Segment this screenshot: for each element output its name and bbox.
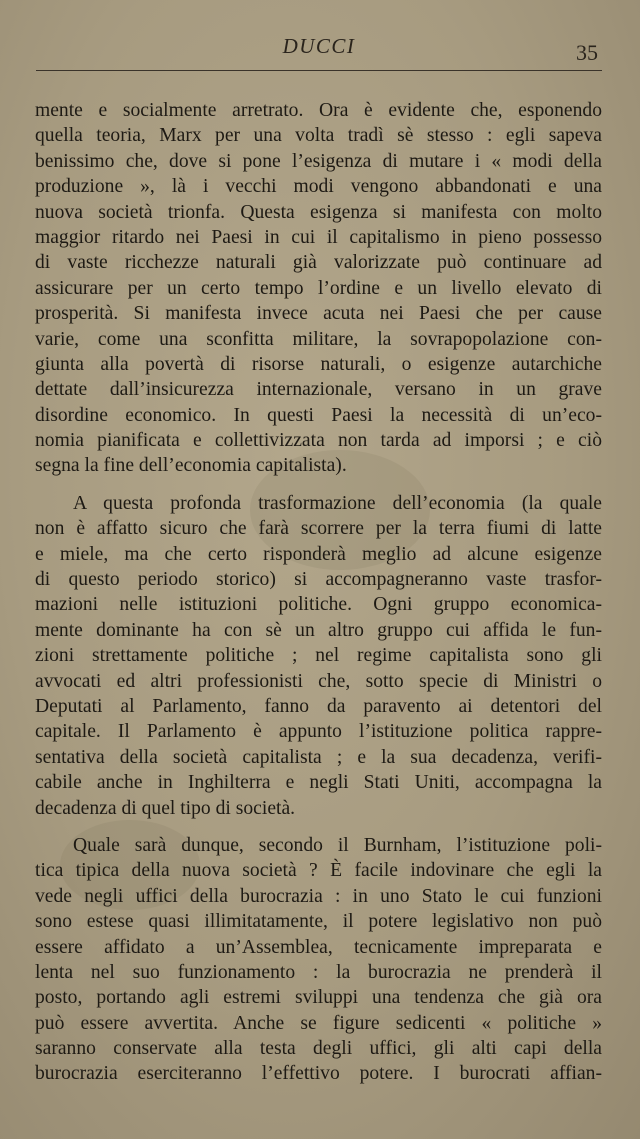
body-text [35,98,602,1087]
text-line: varie, come una sconfitta militare, la sovrapopolazione con- [35,328,602,350]
page-number: 35 [576,40,598,65]
paragraph-gap [35,479,602,491]
text-line: A questa profonda trasformazione dell’economia (la quale [73,492,602,514]
paragraph [35,833,602,1087]
text-line: segna la fine dell’economia capitalista). [35,455,347,477]
text-line: produzione », là i vecchi modi vengono abbandonati e una [35,176,602,198]
text-line: mente e socialmente arretrato. Ora è evidente che, esponendo [35,100,602,121]
text-line: sentativa della società capitalista ; e la sua decadenza, verifi- [35,746,602,768]
text-line: sono estese quasi illimitatamente, il potere legislativo non può [35,911,602,933]
text-line: può essere avvertita. Anche se figure sedicenti « politiche » [35,1012,602,1034]
text-line: zioni strettamente politiche ; nel regime capitalista sono gli [35,645,602,667]
text-line: mente dominante ha con sè un altro gruppo cui affida le fun- [35,619,602,641]
text-line: avvocati ed altri professionisti che, sotto specie di Ministri o [35,670,602,692]
text-line: tica tipica della nuova società ? È facile indovinare che egli la [35,860,602,882]
text-line: posto, portando agli estremi sviluppi una tendenza che già ora [35,987,602,1009]
text-line: di vaste ricchezze naturali già valorizzate può continuare ad [35,252,602,274]
text-line: Deputati al Parlamento, fanno da paravento ai detentori del [35,695,602,717]
text-line: non è affatto sicuro che farà scorrere per la terra fiumi di latte [35,518,602,540]
text-line: maggior ritardo nei Paesi in cui il capitalismo in pieno possesso [35,226,602,248]
text-line: capitale. Il Parlamento è appunto l’istituzione politica rappre- [35,721,602,743]
text-line: lenta nel suo funzionamento : la burocrazia ne prenderà il [35,961,602,983]
text-line: benissimo che, dove si pone l’esigenza di mutare i « modi della [35,150,602,172]
text-line: nomia pianificata e collettivizzata non tarda ad imporsi ; e ciò [35,430,602,452]
text-line: di questo periodo storico) si accompagneranno vaste trasfor- [35,569,602,591]
text-line: prosperità. Si manifesta invece acuta nei Paesi che per cause [35,303,602,325]
text-line: quella teoria, Marx per una volta tradì sè stesso : egli sapeva [35,125,602,147]
text-line: vede negli uffici della burocrazia : in uno Stato le cui funzioni [35,885,602,907]
text-line: Quale sarà dunque, secondo il Burnham, l’istituzione poli- [73,834,602,856]
text-line: cabile anche in Inghilterra e negli Stati Uniti, accompagna la [35,772,602,794]
text-line: disordine economico. In questi Paesi la necessità di un’eco- [35,404,602,426]
text-line: burocrazia eserciteranno l’effettivo potere. I burocrati affian- [35,1063,602,1085]
paragraph [35,491,602,821]
text-line: assicurare per un certo tempo l’ordine e un livello elevato di [35,277,602,299]
text-line: essere affidato a un’Assemblea, tecnicamente impreparata e [35,936,602,958]
page-header [36,30,602,71]
text-line: mazioni nelle istituzioni politiche. Ogni gruppo economica- [35,594,602,616]
text-line: decadenza di quel tipo di società. [35,797,296,819]
text-line: nuova società trionfa. Questa esigenza si manifesta con molto [35,201,602,223]
text-line: saranno conservate alla testa degli uffici, gli alti capi della [35,1038,602,1060]
text-line: e miele, ma che certo risponderà meglio ad alcune esigenze [35,543,602,565]
text-line: giunta alla povertà di risorse naturali, o esigenze autarchiche [35,353,602,375]
paragraph [35,98,602,479]
running-title: DUCCI [282,34,356,58]
paragraph-gap [35,821,602,833]
text-line: dettate dall’insicurezza internazionale, versano in un grave [35,379,602,401]
